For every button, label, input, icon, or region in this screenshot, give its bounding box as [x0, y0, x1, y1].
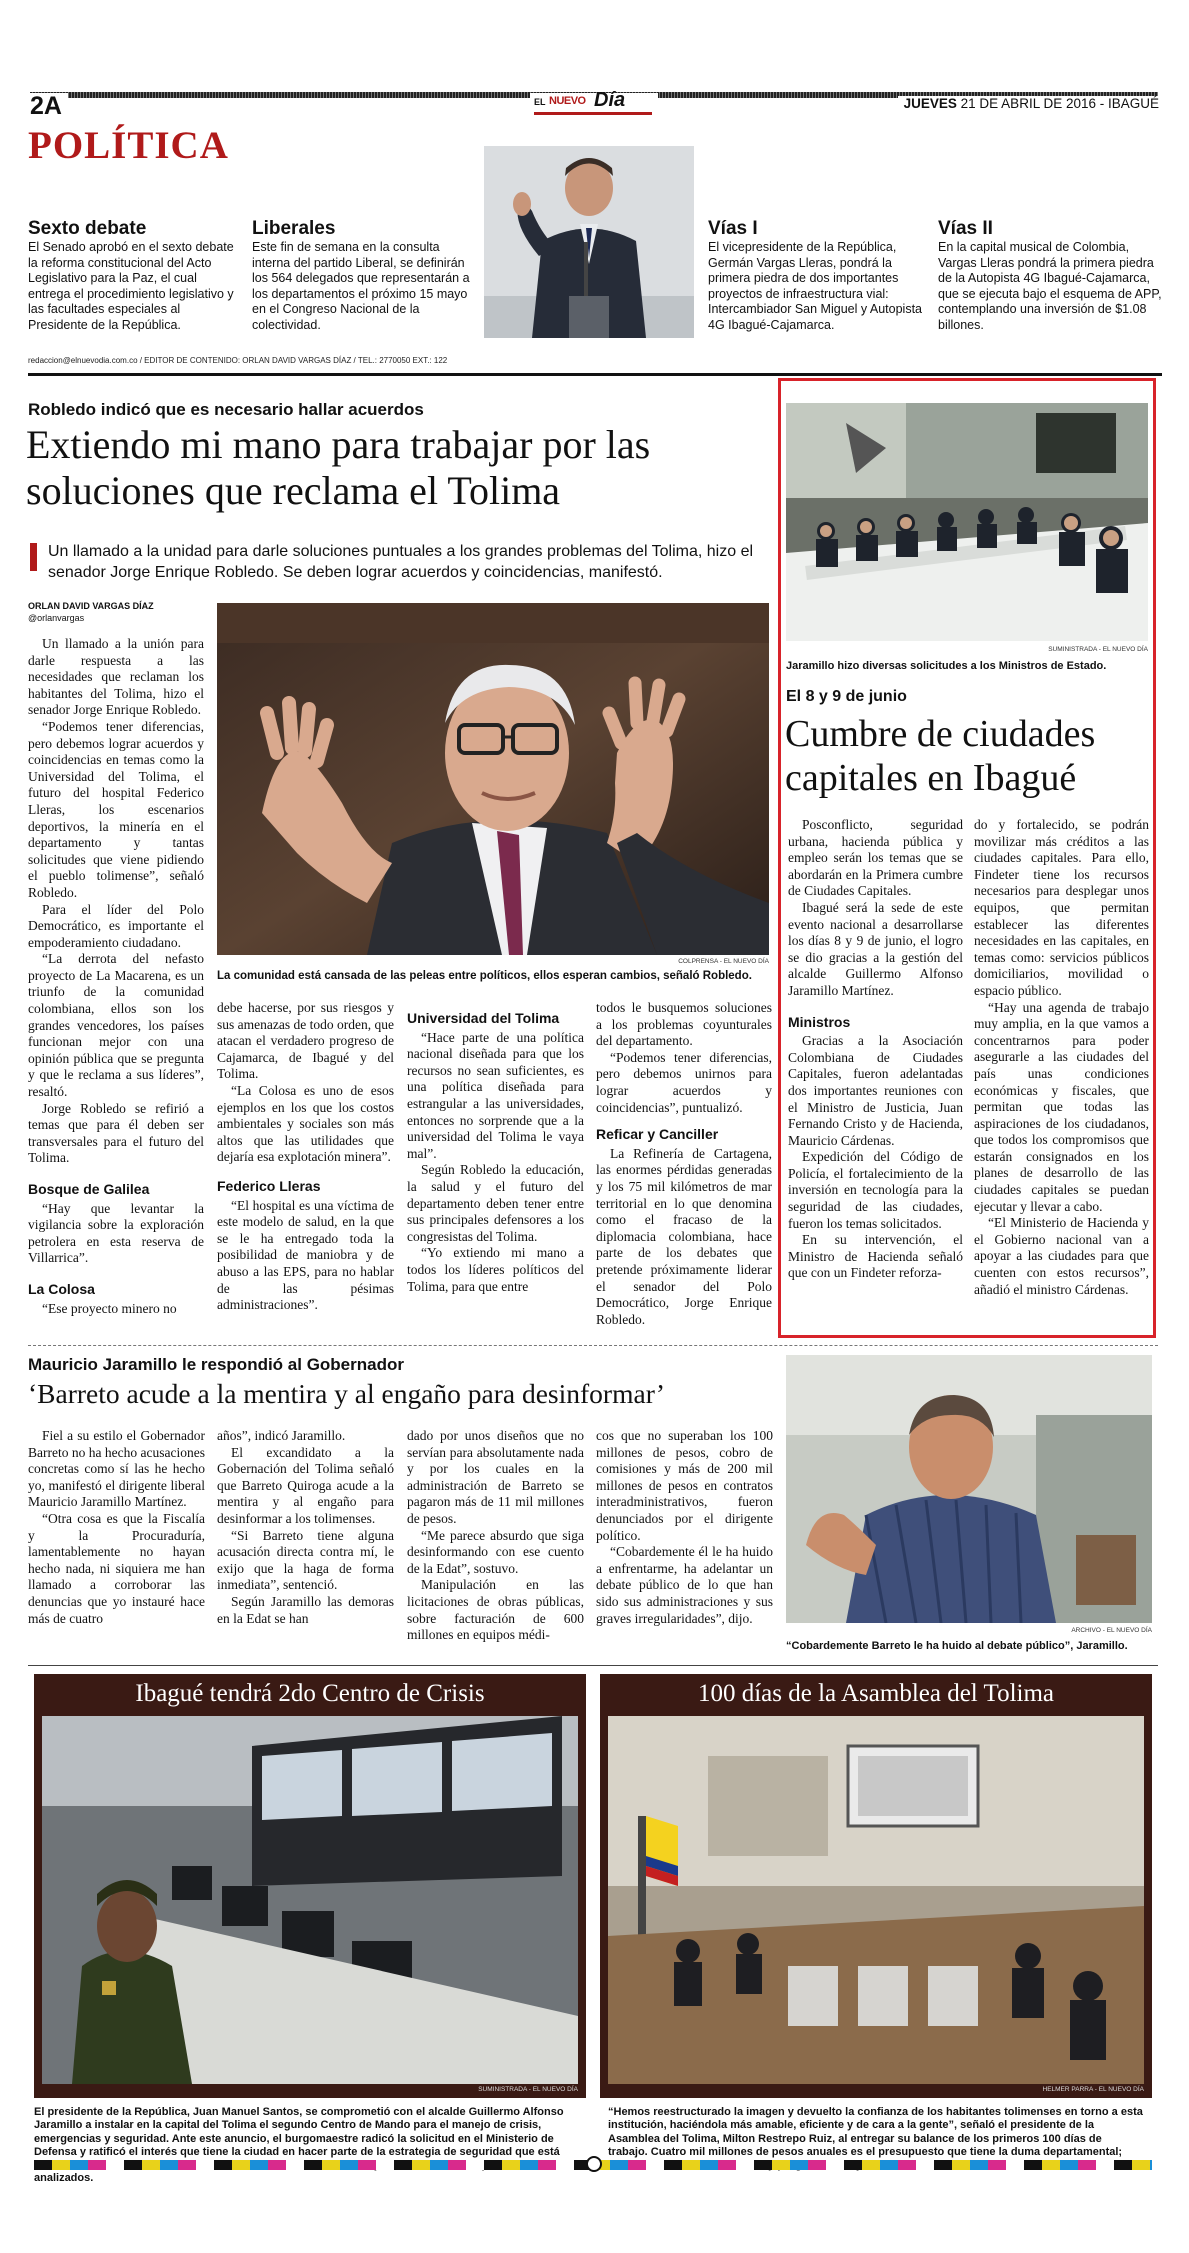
- crisis-title: Ibagué tendrá 2do Centro de Crisis: [135, 1680, 485, 1707]
- para: “Hay una agenda de trabajo muy amplia, en la que vamos a concentrarnos para poder asegurarle a las ciudades del país unas condiciones económicas y fiscales, que permitan que todas las aspiraciones de los ciudadanos, que todos los compromisos que estarán consignados en los planes de desarrollo de las ciudades capitales se puedan ejecutar y llevar a cabo.: [974, 999, 1149, 1214]
- crisis-credit: SUMINISTRADA - EL NUEVO DÍA: [478, 2086, 578, 2093]
- cumbre-headline: Cumbre de ciudades capitales en Ibagué: [785, 713, 1096, 799]
- main-lead: Un llamado a la unidad para darle soluciones puntuales a los grandes problemas del Tolima, hizo el senador Jorge Enrique Robledo. Se deben lograr acuerdos y coincidencias, manifestó.: [48, 543, 754, 581]
- robledo-photo: [217, 603, 769, 955]
- logo-el: EL: [534, 97, 546, 107]
- byline-handle: @orlanvargas: [28, 613, 85, 623]
- date-rest: 21 DE ABRIL DE 2016 - IBAGUÉ: [960, 96, 1159, 111]
- crisis-caption: El presidente de la República, Juan Manuel Santos, se comprometió con el alcalde Guillermo Alfonso Jaramillo a instalar en la capital del Tolima el segundo Centro de Mando para el manejo de crisis, emergencias y seguridad. Ante este anuncio, el burgomaestre radicó la solicitud en el Ministerio de Defensa y ratificó el interés que tiene la ciudad en hacer parte de la estrategia de seguridad que está analizados.: [34, 2098, 586, 2186]
- asamblea-credit: HELMER PARRA - EL NUEVO DÍA: [1042, 2086, 1144, 2093]
- subhead-ministros: Ministros: [788, 1013, 851, 1030]
- subhead-reficar: Reficar y Canciller: [596, 1126, 719, 1143]
- cumbre-col-2: [974, 817, 1149, 1298]
- main-col-4: [596, 1000, 772, 1328]
- para: debe hacerse, por sus riesgos y sus amenazas de todo orden, que atacan el verdadero progreso de Cajamarca, de Ibagué y del Tolima.: [217, 1000, 394, 1082]
- asamblea-title: 100 días de la Asamblea del Tolima: [697, 1680, 1055, 1707]
- section-divider: [28, 1345, 1158, 1346]
- barreto-col-4: [596, 1428, 773, 1627]
- para: “Podemos tener diferencias, pero debemos lograr acuerdos y coincidencias en temas como la Universidad del Tolima, el futuro del hospital Federico Lleras, los escenarios deportivos, la minería en el departamento y tantas solicitudes que viene pidiendo el pueblo tolimense”, señaló Robledo.: [28, 718, 204, 900]
- barreto-col-3: [407, 1428, 584, 1644]
- brief-text: Este fin de semana en la consulta interna del partido Liberal, se definirán los 564 delegados que representarán a los departamentos el próximo 15 mayo en el Congreso Nacional de la colectividad.: [252, 240, 470, 332]
- jaramillo-photo-caption: “Cobardemente Barreto le ha huido al debate público”, Jaramillo.: [786, 1640, 1128, 1652]
- cumbre-photo-caption: Jaramillo hizo diversas solicitudes a los Ministros de Estado.: [786, 660, 1107, 672]
- brief-text: El vicepresidente de la República, Germán Vargas Lleras, pondrá la primera piedra de dos importantes proyectos de infraestructura vial: Intercambiador San Miguel y Autopista 4G Ibagué-Cajamarca.: [708, 240, 923, 332]
- brief-title: Liberales: [252, 218, 336, 239]
- para: Posconflicto, seguridad urbana, hacienda pública y empleo serán los temas que se abordarán en la Primera cumbre de Ciudades Capitales.: [788, 817, 963, 899]
- byline: ORLAN DAVID VARGAS DÍAZ: [28, 601, 154, 611]
- jaramillo-illustration: [786, 1355, 1152, 1623]
- subhead-colosa: La Colosa: [28, 1280, 95, 1297]
- para: Según Jaramillo las demoras en la Edat se han: [217, 1593, 394, 1626]
- para: Expedición del Código de Policía, el fortalecimiento de la inversión en tecnología para la seguridad de las ciudades, fueron los temas solicitados.: [788, 1149, 963, 1231]
- masthead-logo: [530, 89, 658, 123]
- logo-nuevo: NUEVO: [549, 95, 586, 107]
- lead-marker: [30, 543, 37, 571]
- para: “Otra cosa es que la Fiscalía y la Procuraduría, lamentablemente no hayan hecho nada, ni siquiera me han llamado a corroborar las denuncias que yo instauré hace más de cuatro: [28, 1510, 205, 1626]
- barreto-col-1: [28, 1428, 205, 1627]
- vargas-lleras-illustration: [484, 146, 694, 338]
- brief-title: Vías I: [708, 218, 758, 239]
- brief-title: Vías II: [938, 218, 993, 239]
- para: todos le busquemos soluciones a los problemas coyunturales del departamento.: [596, 1000, 772, 1049]
- page-date: [898, 96, 1159, 111]
- para: El excandidato a la Gobernación del Tolima señaló que Barreto Quiroga acude a la mentira y al engaño para desinformar a los tolimenses.: [217, 1444, 394, 1526]
- para: Manipulación en las licitaciones de obras públicas, sobre facturación de 600 millones en equipos médi-: [407, 1577, 584, 1643]
- para: Según Robledo la educación, la salud y el futuro del departamento deben tener entre sus principales defensores a los congresistas del Tolima.: [407, 1162, 584, 1244]
- barreto-col-2: [217, 1428, 394, 1627]
- cumbre-col-1: [788, 817, 963, 1282]
- subhead-federico: Federico Lleras: [217, 1177, 321, 1194]
- para: “Podemos tener diferencias, pero debemos unirnos para lograr acuerdos y coincidencias”, puntualizó.: [596, 1049, 772, 1115]
- asamblea-caption: “Hemos reestructurado la imagen y devuelto la confianza de los habitantes tolimenses en torno a esta institución, haciéndola más amable, eficiente y de cara a la gente”, señaló el presidente de la Asamblea del Tolima, Milton Restrepo Ruiz, al entregar su balance de los primeros 100 días de trabajo. Cuatro mil millones de pesos anuales es el presupuesto que tiene la duma departamental;: [600, 2098, 1152, 2172]
- jaramillo-photo-credit: ARCHIVO - EL NUEVO DÍA: [1071, 1627, 1152, 1634]
- para: La Refinería de Cartagena, las enormes pérdidas generadas y los 75 mil kilómetros de mar territorial en lo que denomina como el fracaso de la diplomacia colombiana, hace parte de los debates que pretende próximamente liderar el senador del Polo Democrático, Jorge Enrique Robledo.: [596, 1145, 772, 1327]
- para: “Cobardemente él le ha huido a enfrentarme, ha adelantar un debate público de lo que han sido sus administraciones y sus graves irregularidades”, dijo.: [596, 1544, 773, 1626]
- logo-tagline-rule: [534, 112, 652, 115]
- para: “Si Barreto tiene alguna acusación directa contra mí, le exijo que la haga de forma inmediata”, sentenció.: [217, 1527, 394, 1593]
- para: Un llamado a la unión para darle respuesta a las necesidades que reclaman los habitantes del Tolima, hizo el senador Jorge Enrique Robledo.: [28, 636, 204, 718]
- jaramillo-photo: [786, 1355, 1152, 1623]
- para: “El Ministerio de Hacienda y el Gobierno nacional van a apoyar a las ciudades para que cuenten con estos recursos”, añadió el ministro Cárdenas.: [974, 1215, 1149, 1297]
- para: Ibagué será la sede de este evento nacional a desarrollarse los días 8 y 9 de junio, el logro se dio gracias a la gestión del alcalde Guillermo Alfonso Jaramillo Martínez.: [788, 899, 963, 998]
- para: do y fortalecido, se podrán movilizar más créditos a las ciudades capitales. Para ello, Findeter tiene los recursos necesarios para desplegar unos equipos, que permitan establecer las diferentes necesidades en las capitales, en temas como: servicios públicos domiciliarios, movilidad o espacio público.: [974, 817, 1149, 998]
- subhead-bosque: Bosque de Galilea: [28, 1181, 150, 1197]
- para: “Ese proyecto minero no: [42, 1300, 177, 1316]
- para: Para el líder del Polo Democrático, es importante el empoderamiento ciudadano.: [28, 901, 204, 950]
- asamblea-feature: [600, 1674, 1152, 2166]
- main-col-1: [28, 636, 204, 1317]
- main-kicker: Robledo indicó que es necesario hallar acuerdos: [28, 400, 424, 419]
- para: En su intervención, el Ministro de Hacienda señaló que con un Findeter reforza-: [788, 1232, 963, 1281]
- para: dado por unos diseños que no servían para absolutamente nada y por los cuales en la administración de Barreto se pagaron más de 11 mil millones de pesos.: [407, 1428, 584, 1526]
- date-day: JUEVES: [903, 96, 957, 111]
- header-bottom-rule: [28, 373, 1162, 376]
- robledo-photo-caption: La comunidad está cansada de las peleas entre políticos, ellos esperan cambios, señaló Robledo.: [217, 970, 752, 982]
- meeting-illustration: [786, 403, 1148, 641]
- brief-text: El Senado aprobó en el sexto debate la reforma constitucional del Acto Legislativo para la Paz, el cual entrega el procedimiento legislativo y las facultades especiales al Presidente de la República.: [28, 240, 234, 332]
- page-number: 2A: [30, 93, 68, 119]
- logo-dia: Día: [594, 89, 626, 111]
- asamblea-photo: [608, 1716, 1144, 2084]
- subhead-universidad: Universidad del Tolima: [407, 1010, 560, 1026]
- para: “Me parece absurdo que siga desinformando con ese cuento de la Edat”, sostuvo.: [407, 1527, 584, 1576]
- cumbre-kicker: El 8 y 9 de junio: [786, 688, 907, 705]
- assembly-hall-illustration: [608, 1716, 1144, 2084]
- para: Jorge Robledo se refirió a temas que para él deben ser transversales para el futuro del Tolima.: [28, 1100, 204, 1166]
- main-col-2: [217, 1000, 394, 1314]
- bottom-rule: [28, 1665, 1158, 1666]
- staff-line: redaccion@elnuevodia.com.co / EDITOR DE CONTENIDO: ORLAN DAVID VARGAS DÍAZ / TEL.: 2770050 EXT.: 122: [28, 356, 448, 365]
- vargas-lleras-photo: [484, 146, 694, 338]
- section-title: POLÍTICA: [28, 124, 229, 167]
- registration-mark: [586, 2156, 602, 2172]
- robledo-photo-credit: COLPRENSA - EL NUEVO DÍA: [678, 958, 769, 965]
- para: “Hay que levantar la vigilancia sobre la exploración petrolera en esta reserva de Villarrica”.: [28, 1200, 204, 1266]
- para: Fiel a su estilo el Gobernador Barreto no ha hecho acusaciones concretas como sí las he hecho yo, manifestó el dirigente liberal Mauricio Jaramillo Martínez.: [28, 1428, 205, 1510]
- brief-vias-2: [938, 218, 1162, 334]
- para: “Yo extiendo mi mano a todos los líderes políticos del Tolima, para que entre: [407, 1245, 584, 1294]
- barreto-headline: ‘Barreto acude a la mentira y al engaño para desinformar’: [28, 1378, 666, 1409]
- crisis-feature: [34, 1674, 586, 2185]
- crisis-photo: [42, 1716, 578, 2084]
- para: “La derrota del nefasto proyecto de La Macarena, es un triunfo de la comunidad colombiana, ellos son los grandes vencedores, los países funcionan mejor con una opinión pública que se pregunta y que le reclama a sus líderes”, resaltó.: [28, 951, 204, 1100]
- brief-sexto-debate: [28, 218, 238, 334]
- para: cos que no superaban los 100 millones de pesos, cobro de comisiones y más de 200 mil millones de pesos en contratos interadministrativos, fueron denunciados por el dirigente político.: [596, 1428, 773, 1543]
- brief-liberales: [252, 218, 470, 334]
- brief-title: Sexto debate: [28, 218, 147, 239]
- cumbre-meeting-photo: [786, 403, 1148, 641]
- para: “Hace parte de una política nacional diseñada para que los recursos no sean suficientes, es una política diseñada para estrangular a las universidades, entonces no sorprende que a la universidad del Tolima le vaya mal”.: [407, 1029, 584, 1161]
- para: “La Colosa es uno de esos ejemplos en los que los costos ambientales y sociales son más altos que las utilidades que dejaría esa explotación minera”.: [217, 1082, 394, 1165]
- para: Gracias a la Asociación Colombiana de Ciudades Capitales, fueron adelantadas dos importantes reuniones con el Ministro de Justicia, Juan Fernando Cristo y de Hacienda, Mauricio Cárdenas.: [788, 1033, 963, 1148]
- brief-vias-1: [708, 218, 922, 334]
- robledo-illustration: [217, 603, 769, 955]
- main-headline: Extiendo mi mano para trabajar por las soluciones que reclama el Tolima: [26, 422, 651, 513]
- cumbre-photo-credit: SUMINISTRADA - EL NUEVO DÍA: [1048, 646, 1148, 653]
- barreto-kicker: Mauricio Jaramillo le respondió al Gobernador: [28, 1355, 404, 1374]
- crisis-center-illustration: [42, 1716, 578, 2084]
- brief-text: En la capital musical de Colombia, Vargas Lleras pondrá la primera piedra de la Autopista 4G Ibagué-Cajamarca, que se ejecuta bajo el esquema de APP, contemplando una inversión de $1.08 billones.: [938, 240, 1162, 332]
- para: “El hospital es una víctima de este modelo de salud, en la que se le ha entregado toda la posibilidad de maniobra y de abuso a las EPS, para no hablar de las pésimas administraciones”.: [217, 1197, 394, 1313]
- para: años”, indicó Jaramillo.: [217, 1428, 346, 1443]
- main-col-3: [407, 1002, 584, 1295]
